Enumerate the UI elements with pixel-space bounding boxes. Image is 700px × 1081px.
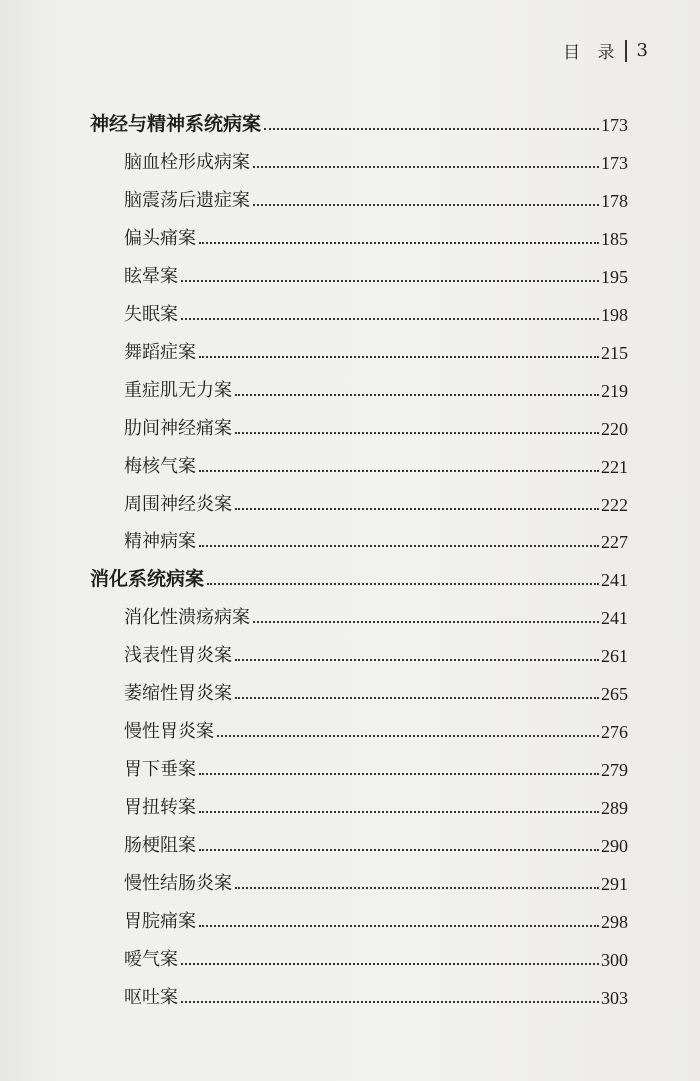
toc-entry-page: 195 xyxy=(601,266,628,287)
toc-entry xyxy=(124,256,628,286)
toc-entry-page: 178 xyxy=(601,190,628,211)
toc-entry-page: 300 xyxy=(601,949,628,970)
toc-entry xyxy=(124,180,628,210)
toc-entry-page: 222 xyxy=(601,494,628,515)
toc-entry-title: 慢性胃炎案 xyxy=(124,721,214,743)
dot-leader xyxy=(199,773,599,775)
dot-leader xyxy=(235,659,599,661)
toc-entry-page: 279 xyxy=(601,760,628,781)
toc-entry xyxy=(124,332,628,362)
toc-entry-page: 185 xyxy=(601,228,628,249)
toc-entry xyxy=(124,673,628,703)
toc-entry-page: 219 xyxy=(601,380,628,401)
dot-leader xyxy=(181,280,599,282)
toc-entry-page: 276 xyxy=(601,722,628,743)
dot-leader xyxy=(253,204,599,206)
toc-entry-title: 胃下垂案 xyxy=(124,759,196,781)
toc-entry-title: 偏头痛案 xyxy=(124,227,196,249)
toc-entry-page: 173 xyxy=(601,115,628,135)
toc-entry-page: 290 xyxy=(601,836,628,857)
toc-entry-page: 291 xyxy=(601,874,628,894)
toc-entry-title: 呕吐案 xyxy=(124,986,178,1008)
toc-entry xyxy=(124,408,628,438)
toc-entry-page: 220 xyxy=(601,418,628,439)
toc-entry xyxy=(124,446,628,476)
dot-leader xyxy=(235,887,599,889)
toc-entry-title: 消化系统病案 xyxy=(90,568,205,591)
toc-entry xyxy=(124,863,628,893)
dot-leader xyxy=(181,318,599,320)
toc-entry xyxy=(124,294,628,324)
dot-leader xyxy=(199,925,599,927)
toc-entry xyxy=(124,218,628,248)
toc-entry-page: 241 xyxy=(601,608,628,629)
toc-entry-title: 肠梗阻案 xyxy=(124,835,196,857)
toc-entry-page: 298 xyxy=(601,911,628,932)
toc-entry xyxy=(124,635,628,665)
toc-entry-title: 慢性结肠炎案 xyxy=(124,873,232,894)
toc-entry xyxy=(124,825,628,855)
dot-leader xyxy=(235,432,599,434)
toc-entry-title: 肋间神经痛案 xyxy=(124,417,232,439)
dot-leader xyxy=(207,583,599,585)
toc-entry xyxy=(124,977,628,1007)
toc-entry-page: 173 xyxy=(601,152,628,173)
header-title: 目 录 xyxy=(563,43,621,63)
toc-section-heading xyxy=(90,104,628,134)
toc-entry-page: 289 xyxy=(601,798,628,819)
toc-entry-title: 周围神经炎案 xyxy=(124,493,232,515)
toc-entry xyxy=(124,597,628,627)
toc-entry-title: 胃脘痛案 xyxy=(124,910,196,932)
toc-entry xyxy=(124,370,628,400)
toc-entry-title: 舞蹈症案 xyxy=(124,341,196,363)
dot-leader xyxy=(181,1001,599,1003)
toc-entry-title: 脑震荡后遗症案 xyxy=(124,189,250,211)
toc-entry xyxy=(124,787,628,817)
dot-leader xyxy=(181,963,599,965)
toc-entry-page: 265 xyxy=(601,684,628,705)
toc-entry-title: 梅核气案 xyxy=(124,455,196,477)
dot-leader xyxy=(199,356,599,358)
dot-leader xyxy=(264,128,599,130)
toc-entry-title: 嗳气案 xyxy=(124,948,178,970)
dot-leader xyxy=(199,545,599,547)
toc-entry-page: 198 xyxy=(601,304,628,325)
header-page-number: 3 xyxy=(636,40,648,61)
dot-leader xyxy=(217,735,599,737)
dot-leader xyxy=(235,697,599,699)
toc-entry-title: 萎缩性胃炎案 xyxy=(124,683,232,705)
dot-leader xyxy=(253,621,599,623)
dot-leader xyxy=(199,242,599,244)
dot-leader xyxy=(253,166,599,168)
toc-entry xyxy=(124,521,628,551)
toc-entry xyxy=(124,939,628,969)
toc-entry-page: 241 xyxy=(601,570,628,591)
dot-leader xyxy=(199,849,599,851)
toc-entry xyxy=(124,711,628,741)
toc-entry-page: 261 xyxy=(601,646,628,667)
toc-entry-title: 脑血栓形成病案 xyxy=(124,151,250,173)
toc-entry xyxy=(124,484,628,514)
toc-entry-page: 221 xyxy=(601,456,628,477)
toc-entry xyxy=(124,749,628,779)
toc-entry-page: 215 xyxy=(601,342,628,363)
toc-entry-title: 眩晕案 xyxy=(124,265,178,287)
toc-entry-title: 消化性溃疡病案 xyxy=(124,607,250,629)
dot-leader xyxy=(235,508,599,510)
dot-leader xyxy=(235,394,599,396)
toc-entry-title: 胃扭转案 xyxy=(124,797,196,819)
toc-entry-page: 227 xyxy=(601,532,628,553)
toc-entry-title: 精神病案 xyxy=(124,531,196,553)
toc-entry xyxy=(124,901,628,931)
toc-entry-title: 失眠案 xyxy=(124,303,178,325)
dot-leader xyxy=(199,470,599,472)
toc-entry-title: 神经与精神系统病案 xyxy=(90,113,262,135)
toc-section-heading xyxy=(90,559,628,589)
toc-entry-title: 浅表性胃炎案 xyxy=(124,645,232,667)
toc-entry-title: 重症肌无力案 xyxy=(124,379,232,401)
toc-entry-page: 303 xyxy=(601,987,628,1008)
toc-entry xyxy=(124,142,628,172)
dot-leader xyxy=(199,811,599,813)
